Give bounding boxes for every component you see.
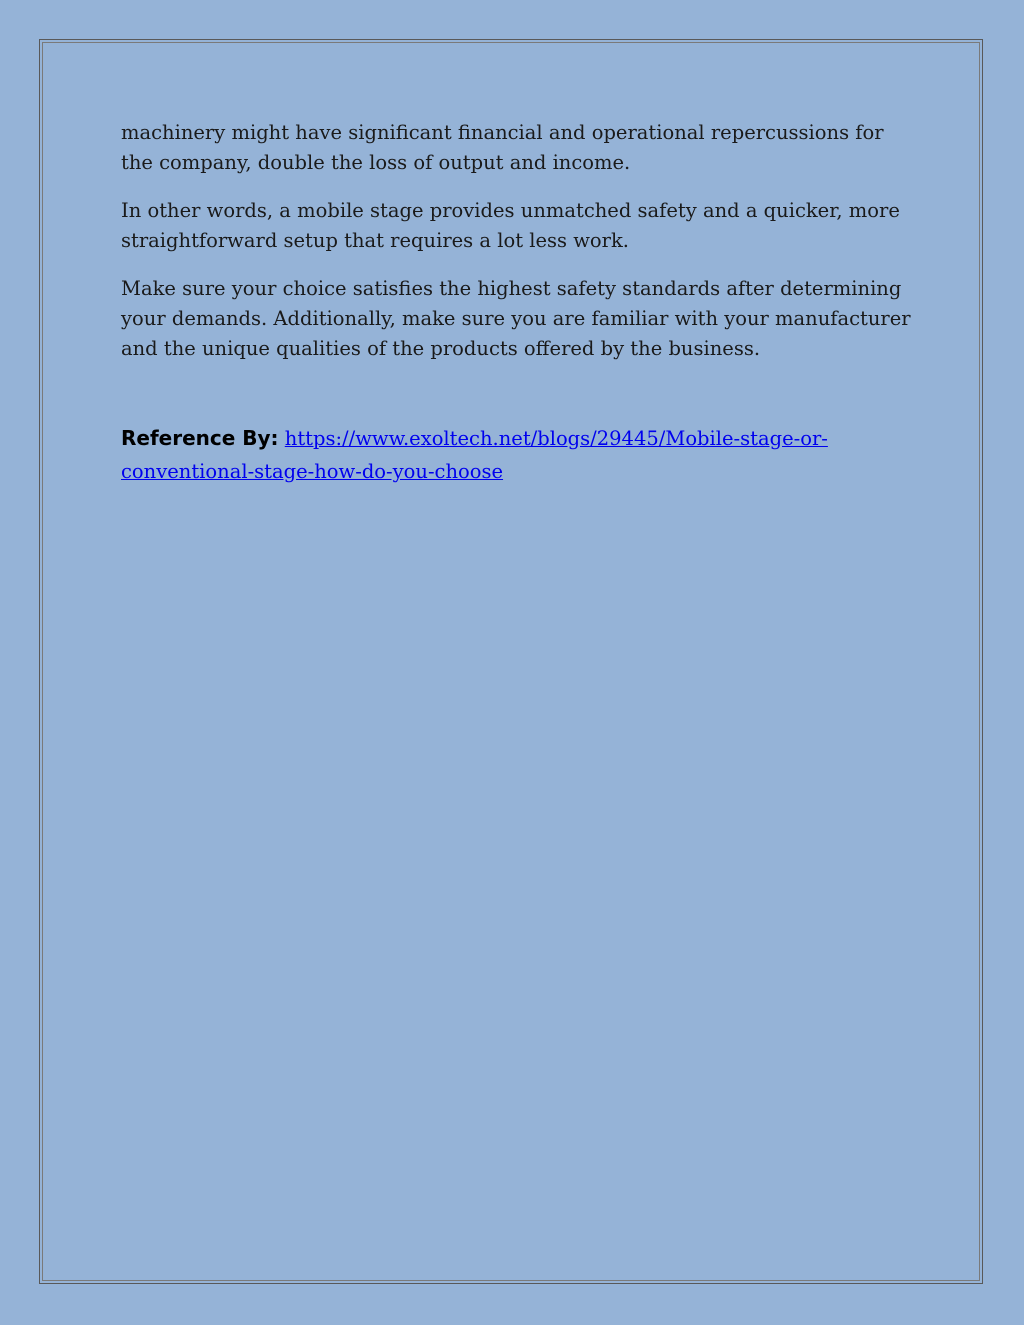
paragraph-machinery-repercussions: machinery might have significant financial and operational repercussions for the company, double the loss of output and income. — [121, 121, 884, 174]
reference-link[interactable]: https://www.exoltech.net/blogs/29445/Mobile-stage-or-conventional-stage-how-do-you-choose — [121, 427, 828, 483]
paragraph-mobile-stage-safety: In other words, a mobile stage provides unmatched safety and a quicker, more straightforward setup that requires a lot less work. — [121, 199, 900, 252]
reference-section — [121, 422, 911, 488]
paragraph-safety-standards: Make sure your choice satisfies the highest safety standards after determining your demands. Additionally, make sure you are familiar with your manufacturer and the unique qualities of the products offered by the business. — [121, 277, 911, 360]
reference-label: Reference By: — [121, 426, 279, 450]
document-body — [121, 118, 911, 488]
